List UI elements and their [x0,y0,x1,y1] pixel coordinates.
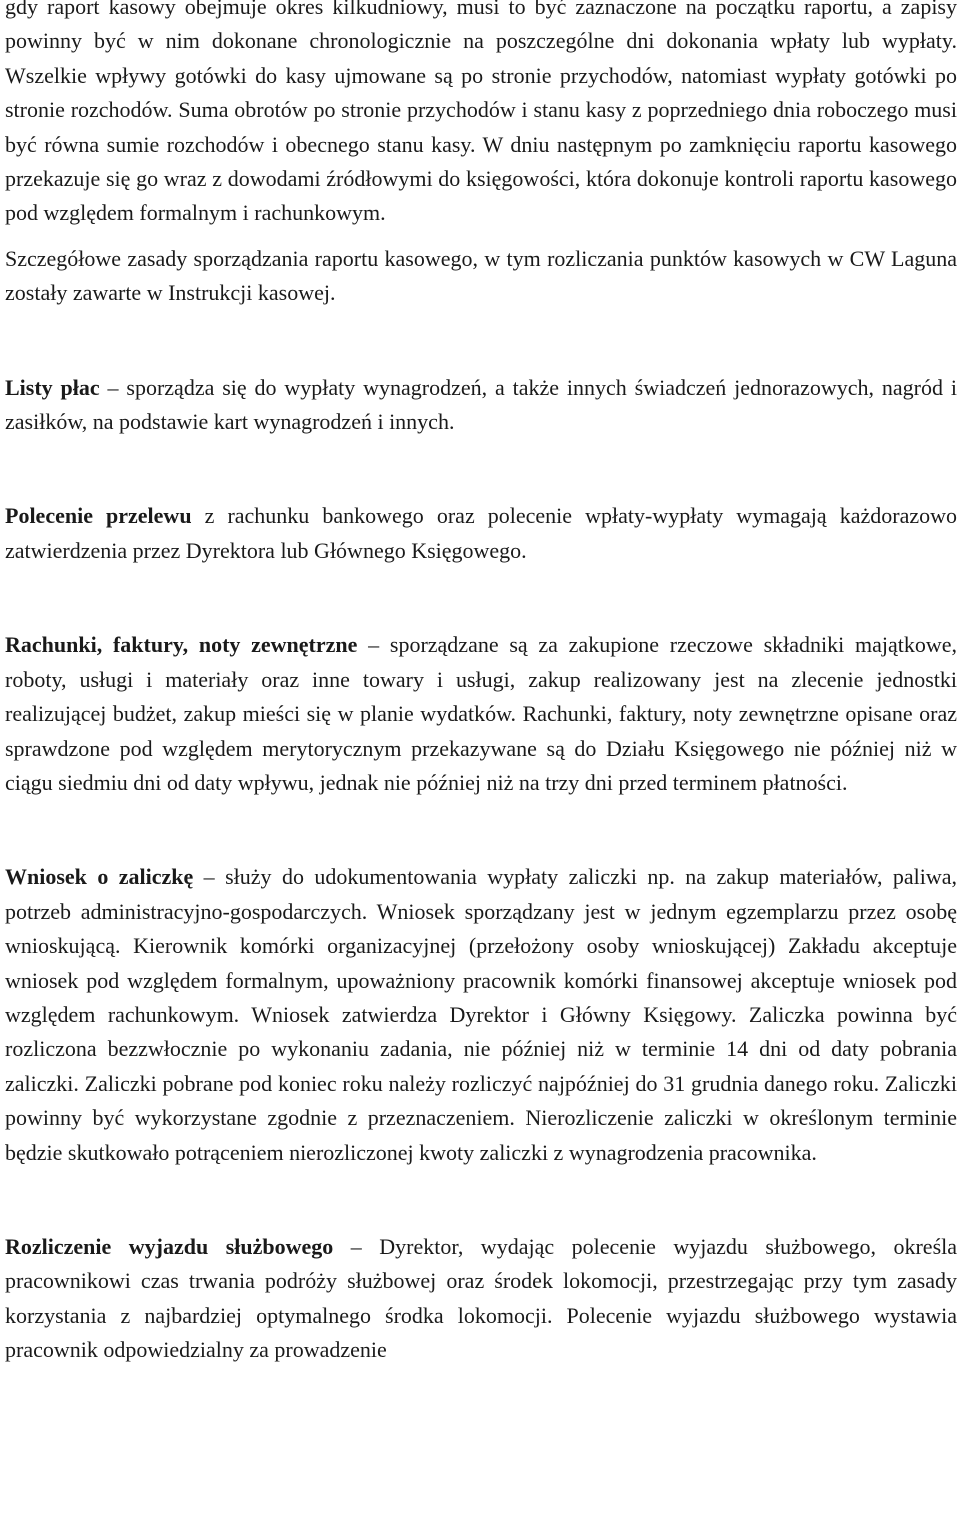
paragraph-transfer-order [5,499,957,568]
term-heading: Wniosek o zaliczkę [5,864,194,890]
paragraph-cash-report-details [5,242,957,311]
term-separator: – [193,864,226,890]
term-separator [192,503,205,528]
paragraph-text: sporządzane są za zakupione rzeczowe składniki majątkowe, roboty, usługi i materiały oraz inne towary i usługi, zakup realizowany jest na zlecenie jednostki realizującej budżet, zakup mieści się w planie wydatków. Rachunki, faktury, noty zewnętrzne opisane oraz sprawdzone pod względem merytorycznym przekazywane są do Działu Księgowego nie później niż w ciągu siedmiu dni od daty wpływu, jednak nie później niż na trzy dni przed terminem płatności. [5,632,957,795]
term-heading: Polecenie przelewu [5,503,192,529]
document-page [5,0,957,1368]
paragraph-business-trip [5,1230,957,1368]
term-separator: – [357,632,390,658]
term-heading: Rachunki, faktury, noty zewnętrzne [5,632,358,658]
paragraph-text: sporządza się do wypłaty wynagrodzeń, a także innych świadczeń jednorazowych, nagród i zasiłków, na podstawie kart wynagrodzeń i innych. [5,374,957,435]
term-separator: – [333,1233,380,1259]
paragraph-text: Dyrektor, wydając polecenie wyjazdu służbowego, określa pracownikowi czas trwania podróży służbowej oraz środek lokomocji, przestrzegając przy tym zasady korzystania z najbardziej optymalnego środka lokomocji. Polecenie wyjazdu służbowego wystawia pracownik odpowiedzialny za prowadzenie [5,1233,958,1363]
term-heading: Listy płac [5,374,100,400]
term-separator: – [99,374,127,400]
paragraph-advance-request [5,860,957,1170]
paragraph-cash-report-rules [5,0,957,231]
paragraph-payrolls [5,371,957,440]
paragraph-text: z rachunku bankowego oraz polecenie wpłaty-wypłaty wymagają każdorazowo zatwierdzenia przez Dyrektora lub Głównego Księgowego. [5,503,957,563]
paragraph-text: służy do udokumentowania wypłaty zaliczki np. na zakup materiałów, paliwa, potrzeb administracyjno-gospodarczych. Wniosek sporządzany jest w jednym egzemplarzu przez osobę wnioskującą. Kierownik komórki organizacyjnej (przełożony osoby wnioskującej) Zakładu akceptuje wniosek pod względem formalnym, upoważniony pracownik komórki finansowej akceptuje wniosek pod względem rachunkowym. Wniosek zatwierdza Dyrektor i Główny Księgowy. Zaliczka powinna być rozliczona bezzwłocznie po wykonaniu zadania, nie później niż w terminie 14 dni od daty pobrania zaliczki. Zaliczki pobrane pod koniec roku należy rozliczyć najpóźniej do 31 grudnia danego roku. Zaliczki powinny być wykorzystane zgodnie z przeznaczeniem. Nierozliczenie zaliczki w określonym terminie będzie skutkowało potrąceniem nierozliczonej kwoty zaliczki z wynagrodzenia pracownika. [5,864,957,1165]
paragraph-invoices [5,628,957,800]
paragraph-text: Szczegółowe zasady sporządzania raportu kasowego, w tym rozliczania punktów kasowych w CW Laguna zostały zawarte w Instrukcji kasowej. [5,245,957,306]
term-heading: Rozliczenie wyjazdu służbowego [5,1233,334,1259]
paragraph-text: gdy raport kasowy obejmuje okres kilkudniowy, musi to być zaznaczone na początku raportu, a zapisy powinny być w nim dokonane chronologicznie na poszczególne dni dokonania wpłaty lub wypłaty. Wszelkie wpływy gotówki do kasy ujmowane są po stronie przychodów, natomiast wypłaty gotówki po stronie rozchodów. Suma obrotów po stronie przychodów i stanu kasy z poprzedniego dnia roboczego musi być równa sumie rozchodów i obecnego stanu kasy. W dniu następnym po zamknięciu raportu kasowego przekazuje się go wraz z dowodami źródłowymi do księgowości, która dokonuje kontroli raportu kasowego pod względem formalnym i rachunkowym. [5,0,957,226]
